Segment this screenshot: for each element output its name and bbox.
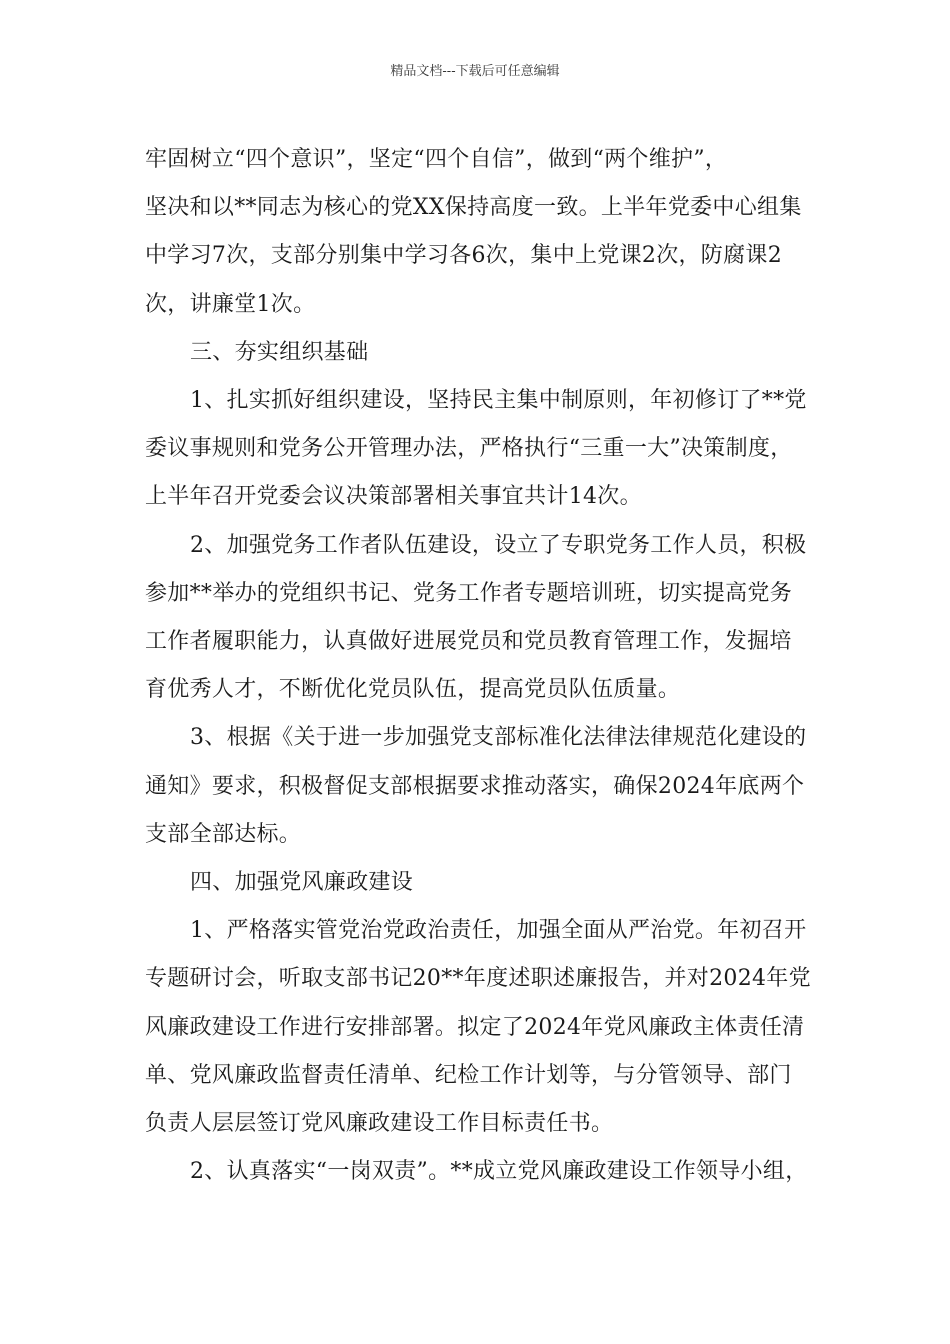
text-line: 委议事规则和党务公开管理办法，严格执行“三重一大”决策制度， [145, 436, 793, 462]
heading-line: 四、加强党风廉政建设 [190, 870, 414, 896]
text-line: 上半年召开党委会议决策部署相关事宜共计14次。 [145, 484, 642, 510]
text-line: 牢固树立“四个意识”，坚定“四个自信”，做到“两个维护”， [145, 147, 728, 172]
section-heading-3 [145, 329, 825, 377]
paragraph-4-1 [145, 907, 825, 1148]
paragraph-1 [145, 136, 825, 329]
text-line: 1、严格落实管党治党政治责任，加强全面从严治党。年初召开 [190, 918, 807, 944]
text-line: 次，讲廉堂1次。 [145, 291, 316, 317]
text-line: 风廉政建设工作进行安排部署。拟定了2024年党风廉政主体责任清 [145, 1014, 805, 1040]
text-line: 负责人层层签订党风廉政建设工作目标责任书。 [145, 1111, 614, 1137]
text-line: 参加**举办的党组织书记、党务工作者专题培训班，切实提高党务 [145, 580, 793, 606]
text-line: 1、扎实抓好组织建设，坚持民主集中制原则，年初修订了**党 [190, 388, 807, 414]
text-line: 2、认真落实“一岗双责”。**成立党风廉政建设工作领导小组， [190, 1159, 808, 1185]
paragraph-3-2 [145, 522, 825, 715]
paragraph-3-1 [145, 377, 825, 522]
text-line: 单、党风廉政监督责任清单、纪检工作计划等，与分管领导、部门 [145, 1062, 792, 1088]
text-line: 工作者履职能力，认真做好进展党员和党员教育管理工作，发掘培 [145, 629, 792, 655]
text-line: 通知》要求，积极督促支部根据要求推动落实，确保2024年底两个 [145, 773, 805, 799]
section-heading-4 [145, 859, 825, 907]
document-body [145, 136, 825, 1196]
text-line: 专题研讨会，听取支部书记20**年度述职述廉报告，并对2024年党 [145, 966, 811, 992]
text-line: 中学习7次，支部分别集中学习各6次，集中上党课2次，防腐课2 [145, 243, 782, 269]
text-line: 支部全部达标。 [145, 821, 302, 847]
heading-line: 三、夯实组织基础 [190, 339, 369, 365]
text-line: 2、加强党务工作者队伍建设，设立了专职党务工作人员，积极 [190, 532, 807, 558]
paragraph-4-2 [145, 1148, 825, 1196]
page-header: 精品文档---下载后可任意编辑 [390, 64, 560, 79]
text-line: 坚决和以**同志为核心的党XX保持高度一致。上半年党委中心组集 [145, 195, 802, 221]
paragraph-3-3 [145, 714, 825, 859]
text-line: 3、根据《关于进一步加强党支部标准化法律法律规范化建设的 [190, 725, 807, 751]
text-line: 育优秀人才，不断优化党员队伍，提高党员队伍质量。 [145, 677, 681, 703]
